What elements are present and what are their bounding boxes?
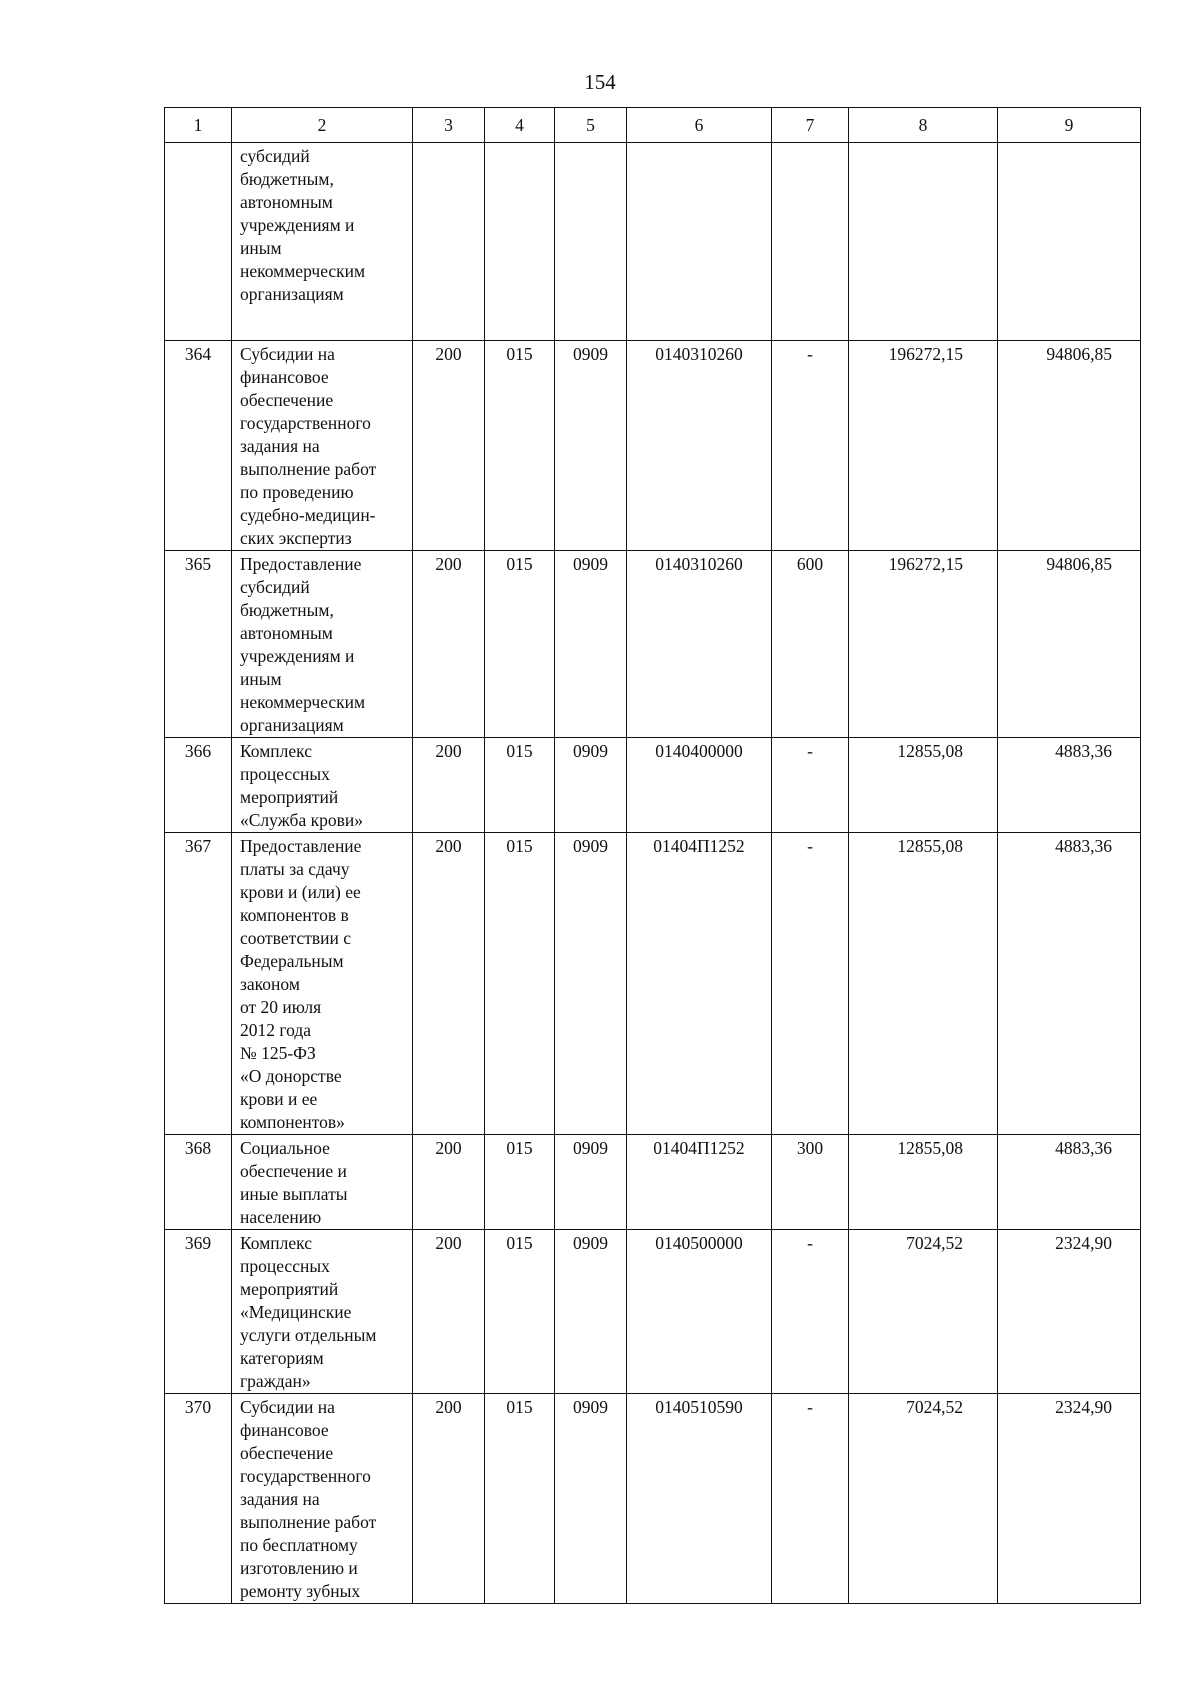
code-col-3: 200 (413, 551, 485, 738)
code-col-4: 015 (485, 341, 555, 551)
code-col-7: - (772, 341, 849, 551)
code-col-5: 0909 (555, 833, 627, 1135)
row-name-line: выполнение работ (240, 1512, 377, 1532)
row-name-line: государственного (240, 413, 371, 433)
code-col-6: 0140310260 (627, 341, 772, 551)
row-name-line: № 125-ФЗ (240, 1043, 316, 1063)
table-row (165, 341, 1141, 551)
row-name-line: по проведению (240, 482, 354, 502)
row-name-line: граждан» (240, 1371, 311, 1391)
row-name-line: населению (240, 1207, 322, 1227)
code-col-7: - (772, 833, 849, 1135)
row-number (165, 143, 232, 341)
row-name-line: ских экспертиз (240, 528, 352, 548)
code-col-6: 01404П1252 (627, 833, 772, 1135)
header-row (165, 108, 1141, 143)
row-name-line: Федеральным (240, 951, 344, 971)
column-header-1: 1 (165, 108, 232, 143)
row-name-line: обеспечение (240, 1443, 334, 1463)
code-col-5: 0909 (555, 341, 627, 551)
code-col-4: 015 (485, 833, 555, 1135)
table-row (165, 551, 1141, 738)
code-col-5: 0909 (555, 738, 627, 833)
row-name (232, 1394, 413, 1604)
row-name-line: Субсидии на (240, 1397, 335, 1417)
page-number: 154 (584, 70, 616, 94)
row-name-line: изготовлению и (240, 1558, 358, 1578)
code-col-6: 0140310260 (627, 551, 772, 738)
amount-col-8: 196272,15 (849, 341, 998, 551)
row-name-line: иные выплаты (240, 1184, 348, 1204)
amount-col-8: 12855,08 (849, 738, 998, 833)
row-number: 364 (165, 341, 232, 551)
code-col-7: 300 (772, 1135, 849, 1230)
amount-col-8: 12855,08 (849, 833, 998, 1135)
amount-col-9: 4883,36 (998, 738, 1141, 833)
code-col-5: 0909 (555, 1230, 627, 1394)
row-number: 370 (165, 1394, 232, 1604)
amount-col-8: 196272,15 (849, 551, 998, 738)
row-name-line: бюджетным, (240, 600, 334, 620)
code-col-3 (413, 143, 485, 341)
code-col-7: - (772, 1394, 849, 1604)
amount-col-9: 2324,90 (998, 1230, 1141, 1394)
code-col-4: 015 (485, 1230, 555, 1394)
column-header-6: 6 (627, 108, 772, 143)
row-name (232, 341, 413, 551)
amount-col-8 (849, 143, 998, 341)
row-name-line: мероприятий (240, 1279, 339, 1299)
row-name-line: учреждениям и (240, 646, 355, 666)
table-body (165, 143, 1141, 1604)
code-col-7: - (772, 738, 849, 833)
row-name-line: государственного (240, 1466, 371, 1486)
row-number: 365 (165, 551, 232, 738)
row-name-line: организациям (240, 284, 344, 304)
row-name-line: судебно-медицин- (240, 505, 376, 525)
amount-col-9: 4883,36 (998, 833, 1141, 1135)
row-name-line: Предоставление (240, 554, 362, 574)
row-name-line: «Служба крови» (240, 810, 363, 830)
column-header-5: 5 (555, 108, 627, 143)
row-name-line: от 20 июля (240, 997, 322, 1017)
table-row (165, 143, 1141, 341)
row-name-line: услуги отдельным (240, 1325, 377, 1345)
row-name-line: автономным (240, 623, 333, 643)
code-col-7: - (772, 1230, 849, 1394)
row-name-line: организациям (240, 715, 344, 735)
code-col-3: 200 (413, 1394, 485, 1604)
row-name-line: некоммерческим (240, 692, 366, 712)
budget-table (164, 107, 1141, 1604)
table-row (165, 1394, 1141, 1604)
code-col-4: 015 (485, 551, 555, 738)
row-name-line: бюджетным, (240, 169, 334, 189)
code-col-3: 200 (413, 1135, 485, 1230)
row-name-line: процессных (240, 1256, 330, 1276)
amount-col-9: 4883,36 (998, 1135, 1141, 1230)
row-name-line: субсидий (240, 577, 310, 597)
column-header-3: 3 (413, 108, 485, 143)
code-col-5: 0909 (555, 1394, 627, 1604)
row-name-line: иным (240, 238, 282, 258)
code-col-7 (772, 143, 849, 341)
column-header-4: 4 (485, 108, 555, 143)
code-col-4 (485, 143, 555, 341)
row-name-line: учреждениям и (240, 215, 355, 235)
code-col-3: 200 (413, 1230, 485, 1394)
row-name-line: 2012 года (240, 1020, 312, 1040)
column-header-7: 7 (772, 108, 849, 143)
row-name-line: финансовое (240, 367, 329, 387)
row-name-line: мероприятий (240, 787, 339, 807)
row-name-line: компонентов в (240, 905, 349, 925)
row-name-line: Социальное (240, 1138, 330, 1158)
row-name-line: Комплекс (240, 1233, 312, 1253)
row-name (232, 551, 413, 738)
row-name (232, 1135, 413, 1230)
row-name-line: иным (240, 669, 282, 689)
row-name-line: соответствии с (240, 928, 352, 948)
column-header-9: 9 (998, 108, 1141, 143)
row-name-line: Субсидии на (240, 344, 335, 364)
code-col-5: 0909 (555, 1135, 627, 1230)
code-col-7: 600 (772, 551, 849, 738)
table-header (165, 108, 1141, 143)
code-col-3: 200 (413, 341, 485, 551)
table-row (165, 833, 1141, 1135)
code-col-5 (555, 143, 627, 341)
row-number: 366 (165, 738, 232, 833)
column-header-8: 8 (849, 108, 998, 143)
row-name-line: некоммерческим (240, 261, 366, 281)
row-name-line: «Медицинские (240, 1302, 352, 1322)
row-name-line: автономным (240, 192, 333, 212)
row-name-line: обеспечение (240, 390, 334, 410)
code-col-4: 015 (485, 738, 555, 833)
code-col-6 (627, 143, 772, 341)
amount-col-9: 94806,85 (998, 341, 1141, 551)
row-name-line: Предоставление (240, 836, 362, 856)
row-name-line: крови и ее (240, 1089, 318, 1109)
row-number: 369 (165, 1230, 232, 1394)
code-col-6: 01404П1252 (627, 1135, 772, 1230)
row-name-line: задания на (240, 1489, 320, 1509)
amount-col-9 (998, 143, 1141, 341)
row-name-line: законом (240, 974, 300, 994)
row-name (232, 1230, 413, 1394)
table-row (165, 1135, 1141, 1230)
row-name-line: выполнение работ (240, 459, 377, 479)
code-col-4: 015 (485, 1394, 555, 1604)
amount-col-9: 94806,85 (998, 551, 1141, 738)
row-number: 368 (165, 1135, 232, 1230)
amount-col-8: 7024,52 (849, 1394, 998, 1604)
row-name-line: «О донорстве (240, 1066, 342, 1086)
row-name-line: платы за сдачу (240, 859, 350, 879)
code-col-4: 015 (485, 1135, 555, 1230)
code-col-6: 0140500000 (627, 1230, 772, 1394)
column-header-2: 2 (232, 108, 413, 143)
table-row (165, 1230, 1141, 1394)
table-row (165, 738, 1141, 833)
row-name (232, 738, 413, 833)
row-number: 367 (165, 833, 232, 1135)
row-name (232, 833, 413, 1135)
row-name-line: по бесплатному (240, 1535, 358, 1555)
row-name (232, 143, 413, 341)
row-name-line: обеспечение и (240, 1161, 347, 1181)
row-name-line: Комплекс (240, 741, 312, 761)
row-name-line: финансовое (240, 1420, 329, 1440)
amount-col-9: 2324,90 (998, 1394, 1141, 1604)
row-name-line: категориям (240, 1348, 324, 1368)
amount-col-8: 12855,08 (849, 1135, 998, 1230)
row-name-line: процессных (240, 764, 330, 784)
code-col-3: 200 (413, 833, 485, 1135)
code-col-3: 200 (413, 738, 485, 833)
row-name-line: компонентов» (240, 1112, 345, 1132)
code-col-6: 0140510590 (627, 1394, 772, 1604)
row-name-line: задания на (240, 436, 320, 456)
row-name-line: субсидий (240, 146, 310, 166)
code-col-6: 0140400000 (627, 738, 772, 833)
row-name-line: ремонту зубных (240, 1581, 361, 1601)
row-name-line: крови и (или) ее (240, 882, 361, 902)
amount-col-8: 7024,52 (849, 1230, 998, 1394)
code-col-5: 0909 (555, 551, 627, 738)
